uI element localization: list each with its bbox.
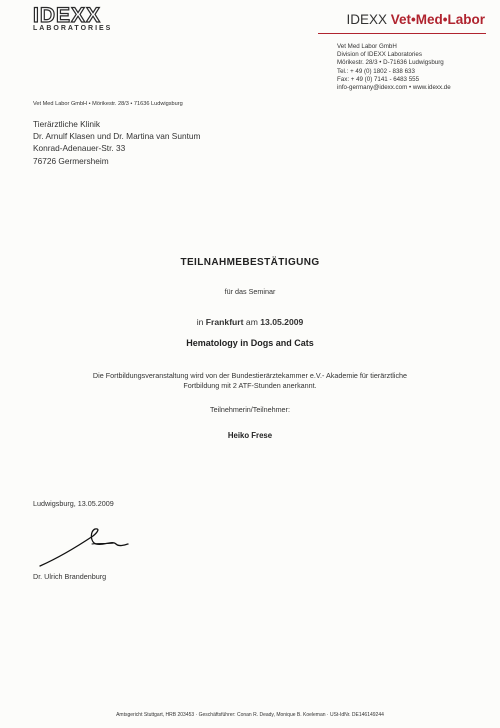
accreditation-line: Fortbildung mit 2 ATF-Stunden anerkannt. (183, 381, 317, 390)
recipient-line: Konrad-Adenauer-Str. 33 (33, 143, 126, 154)
document-title: TEILNAHMEBESTÄTIGUNG (180, 257, 320, 268)
seminar-label: für das Seminar (224, 287, 276, 296)
accreditation-text (0, 371, 500, 391)
seminar-topic: Hematology in Dogs and Cats (186, 338, 314, 348)
company-address-line: Tel.: + 49 (0) 1802 - 838 633 (337, 67, 415, 75)
signer-name: Dr. Ulrich Brandenburg (33, 572, 107, 581)
company-address (337, 43, 451, 92)
recipient-line: Dr. Arnulf Klasen und Dr. Martina van Suntum (33, 131, 201, 142)
brand-name: Vet•Med•Labor (390, 12, 485, 27)
idexx-logo: IDEXX (33, 4, 102, 27)
brand-divider (318, 33, 486, 34)
signature-date-place: Ludwigsburg, 13.05.2009 (33, 499, 114, 508)
sender-return-address: Vet Med Labor GmbH • Mörikestr. 28/3 • 71636 Ludwigsburg (33, 101, 183, 107)
company-registration-footer: Amtsgericht Stuttgart, HRB 203453 · Geschäftsführer: Conan R. Deady, Monique B. Koeleman · USt-IdNr. DE146149244 (116, 712, 384, 718)
participant-name: Heiko Frese (227, 431, 273, 440)
accreditation-line: Die Fortbildungsveranstaltung wird von der Bundestierärztekammer e.V.- Akademie für tierärztliche (92, 371, 408, 380)
seminar-date: 13.05.2009 (260, 317, 304, 327)
company-email-web: info-germany@idexx.com • www.idexx.de (337, 84, 451, 92)
recipient-line: Tierärztliche Klinik (33, 119, 101, 129)
vet-med-labor-brand (347, 12, 486, 27)
seminar-city: Frankfurt (205, 317, 244, 327)
recipient-line: 76726 Germersheim (33, 155, 109, 166)
company-address-line: Fax: + 49 (0) 7141 - 6483 555 (337, 75, 420, 83)
seminar-place-date (0, 317, 500, 327)
handwritten-signature (38, 520, 138, 568)
company-address-line: Vet Med Labor GmbH (337, 43, 397, 50)
recipient-address (33, 118, 200, 167)
place-am: am (245, 317, 258, 327)
brand-prefix: IDEXX (346, 12, 388, 27)
company-address-line: Division of IDEXX Laboratories (337, 51, 422, 59)
company-address-line: Mörikestr. 28/3 • D-71636 Ludwigsburg (337, 59, 444, 67)
idexx-logo-subtitle: LABORATORIES (33, 25, 113, 32)
place-in: in (196, 317, 204, 327)
participants-label: Teilnehmerin/Teilnehmer: (210, 405, 290, 414)
